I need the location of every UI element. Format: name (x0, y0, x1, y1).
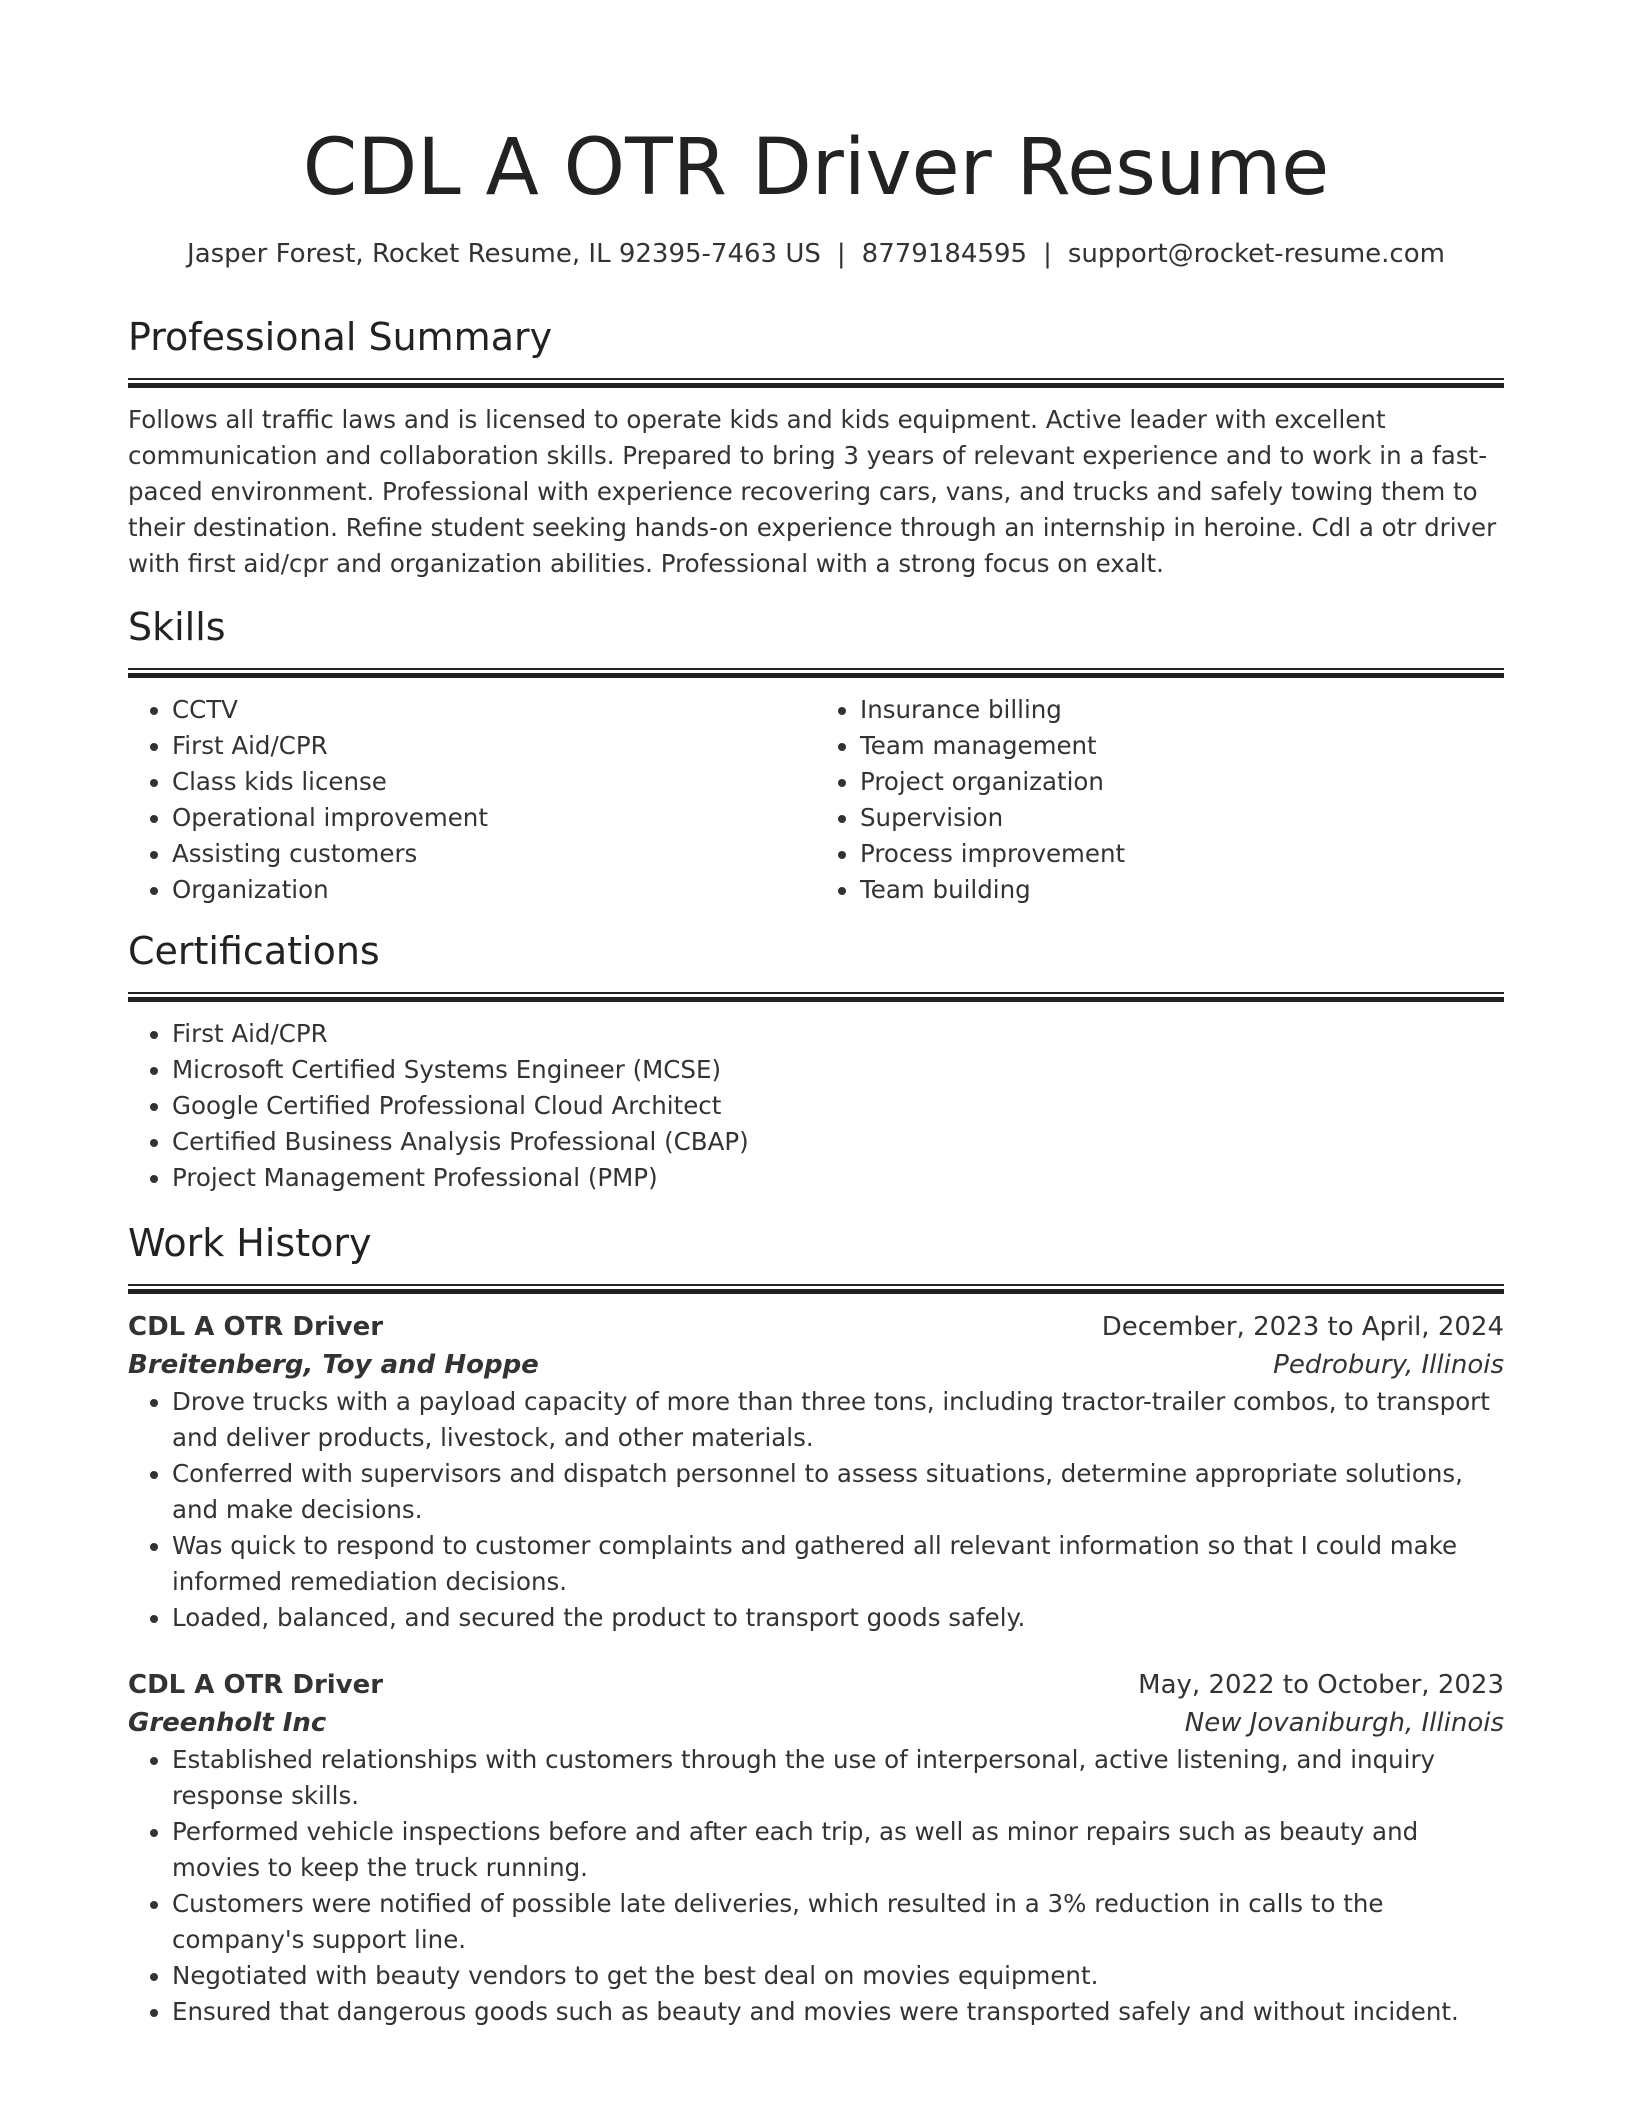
section-divider (128, 378, 1504, 388)
job-bullet: • Ensured that dangerous goods such as beauty and movies were transported safely and without incident. (172, 1994, 1504, 2030)
skill-item: • Operational improvement (172, 800, 816, 836)
section-divider (128, 1284, 1504, 1294)
certification-item: • First Aid/CPR (172, 1016, 1504, 1052)
job-bullet: • Conferred with supervisors and dispatch personnel to assess situations, determine appropriate solutions, and make decisions. (172, 1456, 1504, 1528)
contact-phone: 8779184595 (861, 239, 1028, 269)
job-header (128, 1308, 1504, 1346)
certification-item: • Google Certified Professional Cloud Architect (172, 1088, 1504, 1124)
work-history-heading: Work History (128, 1221, 372, 1265)
job-bullets (128, 1384, 1504, 1636)
skill-item: • Team building (860, 872, 1504, 908)
job-title: CDL A OTR Driver (128, 1670, 384, 1700)
job-company: Greenholt Inc (128, 1708, 327, 1738)
job-entry (128, 1666, 1504, 2030)
certifications-section (128, 926, 1504, 1196)
skills-section (128, 602, 1504, 908)
contact-email[interactable]: support@rocket-resume.com (1067, 239, 1445, 269)
contact-address: Jasper Forest, Rocket Resume, IL 92395-7463 US (187, 239, 821, 269)
skill-item: • Assisting customers (172, 836, 816, 872)
certifications-heading: Certifications (128, 929, 380, 973)
contact-line (128, 236, 1504, 272)
job-bullet: • Was quick to respond to customer complaints and gathered all relevant information so that I could make informed remediation decisions. (172, 1528, 1504, 1600)
skills-grid (128, 692, 1504, 908)
job-subheader (128, 1704, 1504, 1742)
job-bullet: • Negotiated with beauty vendors to get the best deal on movies equipment. (172, 1958, 1504, 1994)
skill-item: • Class kids license (172, 764, 816, 800)
job-location: New Jovaniburgh, Illinois (1184, 1708, 1504, 1738)
job-bullet: • Performed vehicle inspections before and after each trip, as well as minor repairs such as beauty and movies to keep the truck running. (172, 1814, 1504, 1886)
skill-item: • CCTV (172, 692, 816, 728)
certifications-list (128, 1016, 1504, 1196)
skills-right-list (816, 692, 1504, 908)
contact-separator: | (1043, 239, 1052, 269)
skill-item: • Process improvement (860, 836, 1504, 872)
certification-item: • Microsoft Certified Systems Engineer (MCSE) (172, 1052, 1504, 1088)
job-header (128, 1666, 1504, 1704)
job-title: CDL A OTR Driver (128, 1312, 384, 1342)
job-bullet: • Customers were notified of possible late deliveries, which resulted in a 3% reduction in calls to the company's support line. (172, 1886, 1504, 1958)
resume-title: CDL A OTR Driver Resume (302, 123, 1330, 213)
job-bullet: • Drove trucks with a payload capacity of more than three tons, including tractor-trailer combos, to transport and deliver products, livestock, and other materials. (172, 1384, 1504, 1456)
contact-separator: | (836, 239, 846, 269)
job-subheader (128, 1346, 1504, 1384)
job-location: Pedrobury, Illinois (1273, 1350, 1504, 1380)
section-divider (128, 668, 1504, 678)
section-divider (128, 992, 1504, 1002)
skills-heading: Skills (128, 605, 226, 649)
job-bullet: • Established relationships with customers through the use of interpersonal, active listening, and inquiry response skills. (172, 1742, 1504, 1814)
job-dates: December, 2023 to April, 2024 (1101, 1312, 1504, 1342)
summary-section (128, 312, 1504, 582)
skills-left-list (128, 692, 816, 908)
job-entry (128, 1308, 1504, 1636)
skill-item: • Supervision (860, 800, 1504, 836)
job-dates: May, 2022 to October, 2023 (1138, 1670, 1504, 1700)
certification-item: • Project Management Professional (PMP) (172, 1160, 1504, 1196)
skill-item: • First Aid/CPR (172, 728, 816, 764)
skill-item: • Team management (860, 728, 1504, 764)
summary-heading: Professional Summary (128, 315, 553, 359)
skill-item: • Insurance billing (860, 692, 1504, 728)
job-bullets (128, 1742, 1504, 2030)
skill-item: • Organization (172, 872, 816, 908)
skill-item: • Project organization (860, 764, 1504, 800)
job-company: Breitenberg, Toy and Hoppe (128, 1350, 539, 1380)
summary-text: Follows all traffic laws and is licensed to operate kids and kids equipment. Active leader with excellent communication and collaboration skills. Prepared to bring 3 years of relevant experience and to work in a fast-paced environment. Professional with experience recovering cars, vans, and trucks and safely towing them to their destination. Refine student seeking hands-on experience through an internship in heroine. Cdl a otr driver with first aid/cpr and organization abilities. Professional with a strong focus on exalt. (128, 405, 1497, 578)
certification-item: • Certified Business Analysis Professional (CBAP) (172, 1124, 1504, 1160)
work-history-section (128, 1218, 1504, 2030)
job-bullet: • Loaded, balanced, and secured the product to transport goods safely. (172, 1600, 1504, 1636)
